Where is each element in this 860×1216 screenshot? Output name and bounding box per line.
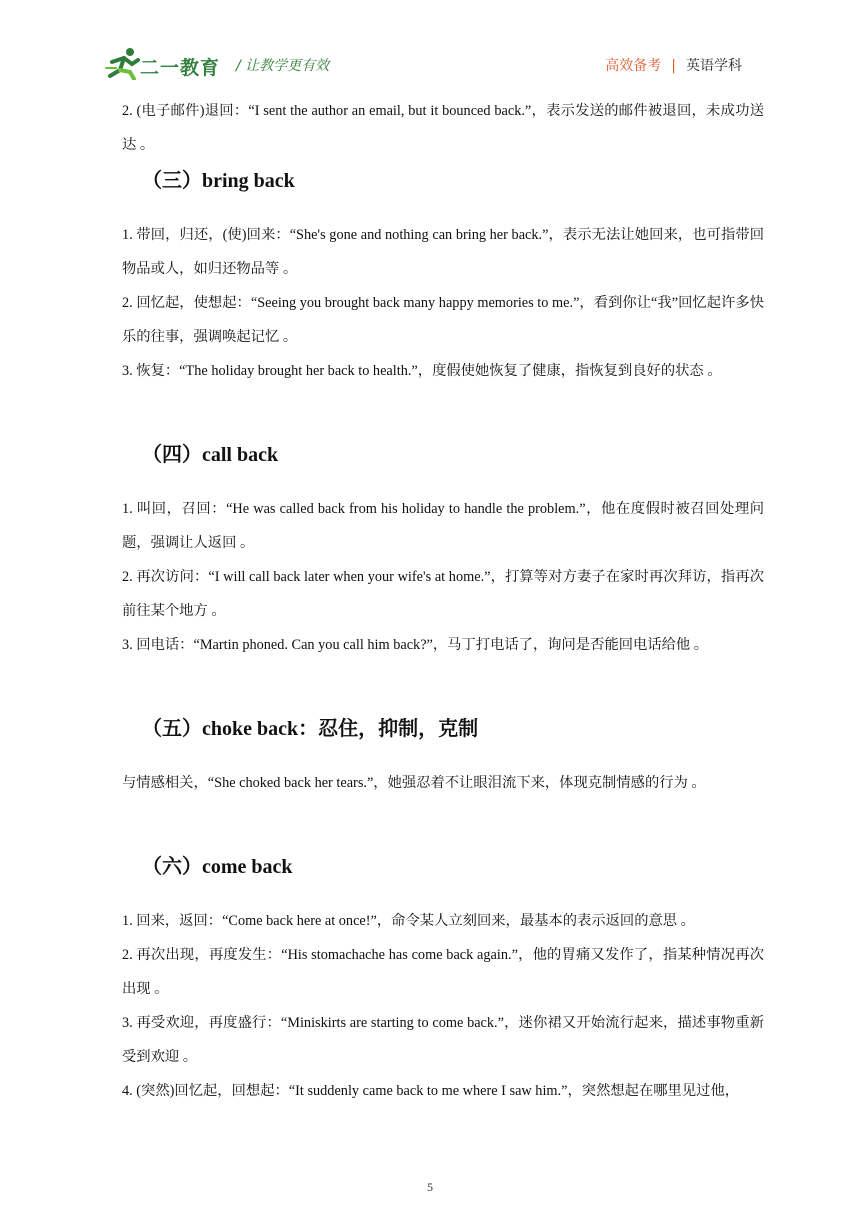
paragraph: 3. 回电话：“Martin phoned. Can you call him back?”，马丁打电话了，询问是否能回电话给他 。 (122, 637, 709, 653)
logo-text: 二一教育 (140, 57, 221, 79)
header-exam-label: 高效备考 (605, 58, 662, 74)
section-heading-come-back: （六）come back (142, 856, 293, 878)
paragraph: 4. (突然)回忆起，回想起：“It suddenly came back to me where I saw him.”，突然想起在哪里见过他， (122, 1083, 740, 1099)
section-heading-bring-back: （三）bring back (142, 170, 295, 192)
paragraph: 1. 叫回，召回：“He was called back from his holiday to handle the problem.”，他在度假时被召回处理问题，强调让人返回 。 (122, 501, 764, 551)
paragraph: 2. 回忆起，使想起：“Seeing you brought back many happy memories to me.”，看到你让“我”回忆起许多快乐的往事，强调唤起记忆 。 (122, 295, 764, 345)
document-body (122, 94, 764, 1108)
page-number: 5 (427, 1180, 433, 1194)
header-subject-label: 英语学科 (686, 58, 742, 74)
paragraph: 3. 恢复：“The holiday brought her back to health.”，度假使她恢复了健康，指恢复到良好的状态 。 (122, 363, 722, 379)
paragraph: 1. 回来，返回：“Come back here at once!”，命令某人立刻回来，最基本的表示返回的意思 。 (122, 913, 695, 929)
paragraph: 1. 带回，归还，(使)回来：“She's gone and nothing can bring her back.”，表示无法让她回来，也可指带回物品或人，如归还物品等 。 (122, 227, 764, 277)
paragraph: 与情感相关，“She choked back her tears.”，她强忍着不让眼泪流下来，体现克制情感的行为 。 (122, 775, 706, 791)
header-slogan: / 让教学更有效 (236, 58, 330, 74)
page-header (0, 0, 860, 90)
paragraph: 3. 再受欢迎，再度盛行：“Miniskirts are starting to come back.”，迷你裙又开始流行起来，描述事物重新受到欢迎 。 (122, 1015, 764, 1065)
paragraph: 2. 再次访问：“I will call back later when your wife's at home.”，打算等对方妻子在家时再次拜访，指再次前往某个地方 。 (122, 569, 764, 619)
paragraph: 2. 再次出现，再度发生：“His stomachache has come back again.”，他的胃痛又发作了，指某种情况再次出现 。 (122, 947, 764, 997)
section-heading-choke-back: （五）choke back：忍住，抑制，克制 (142, 718, 479, 740)
header-separator: | (671, 58, 676, 74)
header-subject (605, 55, 742, 75)
paragraph: 2. (电子邮件)退回：“I sent the author an email, but it bounced back.”，表示发送的邮件被退回，未成功送达 。 (122, 103, 764, 153)
runner-logo-icon (104, 46, 144, 80)
logo (104, 46, 224, 82)
section-heading-call-back: （四）call back (142, 444, 279, 466)
